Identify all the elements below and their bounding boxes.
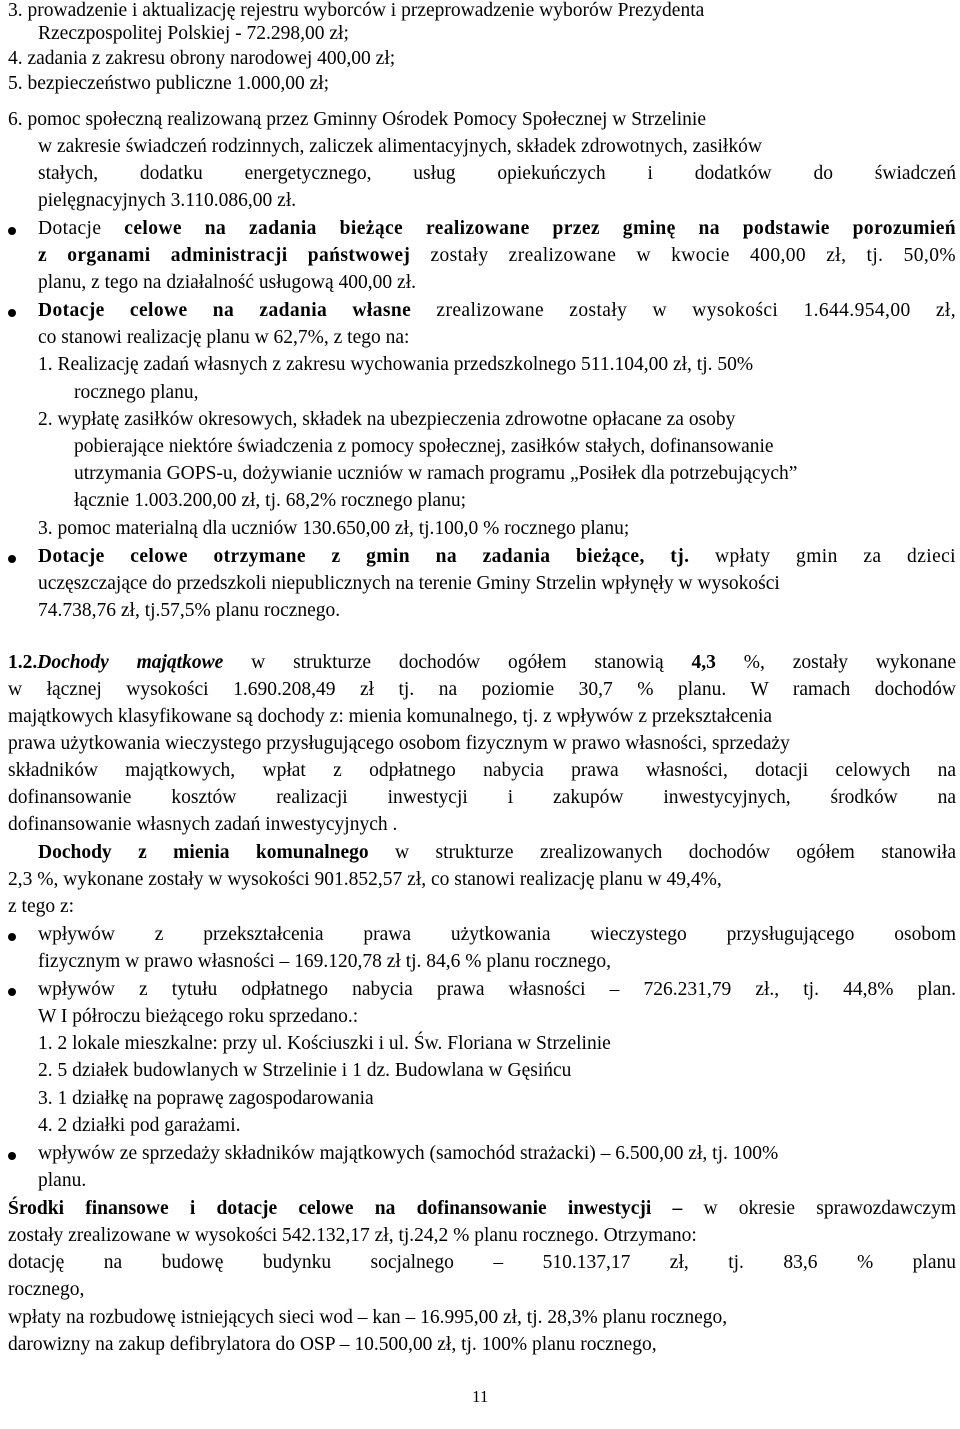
text-line: co stanowi realizację planu w 62,7%, z tego na: (38, 327, 410, 348)
text-line: dofinansowanie kosztów realizacji inwestycji i zakupów inwestycyjnych, środków na (8, 787, 956, 808)
text-run: zostały zrealizowane w kwocie 400,00 zł, tj. 50,0% (410, 245, 956, 266)
text-run: w strukturze zrealizowanych dochodów ogółem stanowiła (368, 842, 957, 863)
bullet-icon (8, 988, 16, 996)
text-line: utrzymania GOPS-u, dożywianie uczniów w ramach programu „Posiłek dla potrzebujących” (74, 463, 798, 484)
bold-text: Dotacje celowe otrzymane z gmin na zadania bieżące, tj. (38, 546, 690, 567)
text-line: składników majątkowych, wpłat z odpłatnego nabycia prawa własności, dotacji celowych na (8, 760, 956, 781)
text-run: zrealizowane zostały w wysokości 1.644.954,00 zł, (411, 300, 956, 321)
section-heading (8, 650, 956, 676)
text-line: łącznie 1.003.200,00 zł, tj. 68,2% rocznego planu; (74, 490, 467, 511)
paragraph-line (8, 1196, 956, 1222)
text-line: rocznego, (8, 1279, 85, 1300)
text-line: 2. wypłatę zasiłków okresowych, składek na ubezpieczenia zdrowotne opłacane za osoby (38, 409, 736, 430)
text-run: w okresie sprawozdawczym (682, 1198, 956, 1219)
text-line: W I półroczu bieżącego roku sprzedano.: (38, 1006, 359, 1027)
text-line: wpłaty na rozbudowę istniejących sieci wod – kan – 16.995,00 zł, tj. 28,3% planu rocznego, (8, 1307, 728, 1328)
text-line: dofinansowanie własnych zadań inwestycyjnych . (8, 814, 398, 835)
text-line: planu. (38, 1170, 87, 1191)
paragraph-line (38, 840, 956, 866)
text-line: 2,3 %, wykonane zostały w wysokości 901.852,57 zł, co stanowi realizację planu w 49,4%, (8, 869, 722, 890)
text-line: wpływów z przekształcenia prawa użytkowania wieczystego przysługującego osobom (38, 924, 956, 945)
paragraph-line (38, 243, 956, 269)
paragraph-line (38, 216, 956, 242)
bullet-icon (8, 227, 16, 235)
text-run: %, zostały wykonane (715, 652, 956, 673)
text-line: wpływów ze sprzedaży składników majątkowych (samochód strażacki) – 6.500,00 zł, tj. 100% (38, 1143, 779, 1164)
text-run: Dotacje (38, 218, 125, 239)
text-line: 1. 2 lokale mieszkalne: przy ul. Kościuszki i ul. Św. Floriana w Strzelinie (38, 1033, 611, 1054)
text-line: darowizny na zakup defibrylatora do OSP – 10.500,00 zł, tj. 100% planu rocznego, (8, 1334, 657, 1355)
text-line: 2. 5 działek budowlanych w Strzelinie i 1 dz. Budowlana w Gęsińcu (38, 1060, 572, 1081)
text-line: w zakresie świadczeń rodzinnych, zaliczek alimentacyjnych, składek zdrowotnych, zasiłków (38, 136, 762, 157)
text-line: wpływów z tytułu odpłatnego nabycia prawa własności – 726.231,79 zł., tj. 44,8% plan. (38, 979, 956, 1000)
text-line: 3. prowadzenie i aktualizację rejestru wyborców i przeprowadzenie wyborów Prezydenta (8, 0, 705, 21)
text-line: 5. bezpieczeństwo publiczne 1.000,00 zł; (8, 73, 330, 94)
text-run: w strukturze dochodów ogółem stanowią (223, 652, 692, 673)
text-line: pobierające niektóre świadczenia z pomocy społecznej, zasiłków stałych, dofinansowanie (74, 436, 774, 457)
section-number: 1.2. (8, 652, 38, 673)
bold-text: celowe na zadania bieżące realizowane przez gminę na podstawie porozumień (124, 218, 956, 239)
text-line: planu, z tego na działalność usługową 400,00 zł. (38, 272, 416, 293)
text-line: prawa użytkowania wieczystego przysługującego osobom fizycznym w prawo własności, sprzedaży (8, 733, 790, 754)
text-line: z tego z: (8, 896, 75, 917)
text-line: w łącznej wysokości 1.690.208,49 zł tj. na poziomie 30,7 % planu. W ramach dochodów (8, 679, 956, 700)
text-line: dotację na budowę budynku socjalnego – 510.137,17 zł, tj. 83,6 % planu (8, 1252, 956, 1273)
section-title: Dochody majątkowe (37, 652, 224, 673)
bold-text: z organami administracji państwowej (38, 245, 411, 266)
bullet-icon (8, 933, 16, 941)
bullet-icon (8, 555, 16, 563)
text-line: 3. 1 działkę na poprawę zagospodarowania (38, 1088, 374, 1109)
bold-text: Dotacje celowe na zadania własne (38, 300, 412, 321)
text-line: Rzeczpospolitej Polskiej - 72.298,00 zł; (38, 23, 349, 44)
text-line: 3. pomoc materialną dla uczniów 130.650,00 zł, tj.100,0 % rocznego planu; (38, 518, 630, 539)
bold-text: Środki finansowe i dotacje celowe na dofinansowanie inwestycji – (8, 1198, 683, 1219)
paragraph-line (38, 298, 956, 324)
text-line: rocznego planu, (74, 382, 199, 403)
bold-text: 4,3 (691, 652, 716, 673)
text-line: 4. 2 działki pod garażami. (38, 1115, 241, 1136)
text-line: uczęszczające do przedszkoli niepublicznych na terenie Gminy Strzelin wpłynęły w wysokości (38, 573, 780, 594)
bold-text: Dochody z mienia komunalnego (38, 842, 369, 863)
text-line: fizycznym w prawo własności – 169.120,78 zł tj. 84,6 % planu rocznego, (38, 951, 611, 972)
bullet-icon (8, 309, 16, 317)
text-line: 6. pomoc społeczną realizowaną przez Gminny Ośrodek Pomocy Społecznej w Strzelinie (8, 109, 706, 130)
text-line: majątkowych klasyfikowane są dochody z: mienia komunalnego, tj. z wpływów z przekształcenia (8, 706, 773, 727)
page-number: 11 (472, 1387, 489, 1406)
text-line: 4. zadania z zakresu obrony narodowej 400,00 zł; (8, 48, 396, 69)
text-line: 74.738,76 zł, tj.57,5% planu rocznego. (38, 600, 341, 621)
text-line: stałych, dodatku energetycznego, usług opiekuńczych i dodatków do świadczeń (38, 163, 956, 184)
text-run: wpłaty gmin za dzieci (689, 546, 956, 567)
bullet-icon (8, 1152, 16, 1160)
paragraph-line (38, 544, 956, 570)
text-line: zostały zrealizowane w wysokości 542.132,17 zł, tj.24,2 % planu rocznego. Otrzymano: (8, 1225, 697, 1246)
text-line: 1. Realizację zadań własnych z zakresu wychowania przedszkolnego 511.104,00 zł, tj. 50% (38, 354, 754, 375)
text-line: pielęgnacyjnych 3.110.086,00 zł. (38, 190, 297, 211)
